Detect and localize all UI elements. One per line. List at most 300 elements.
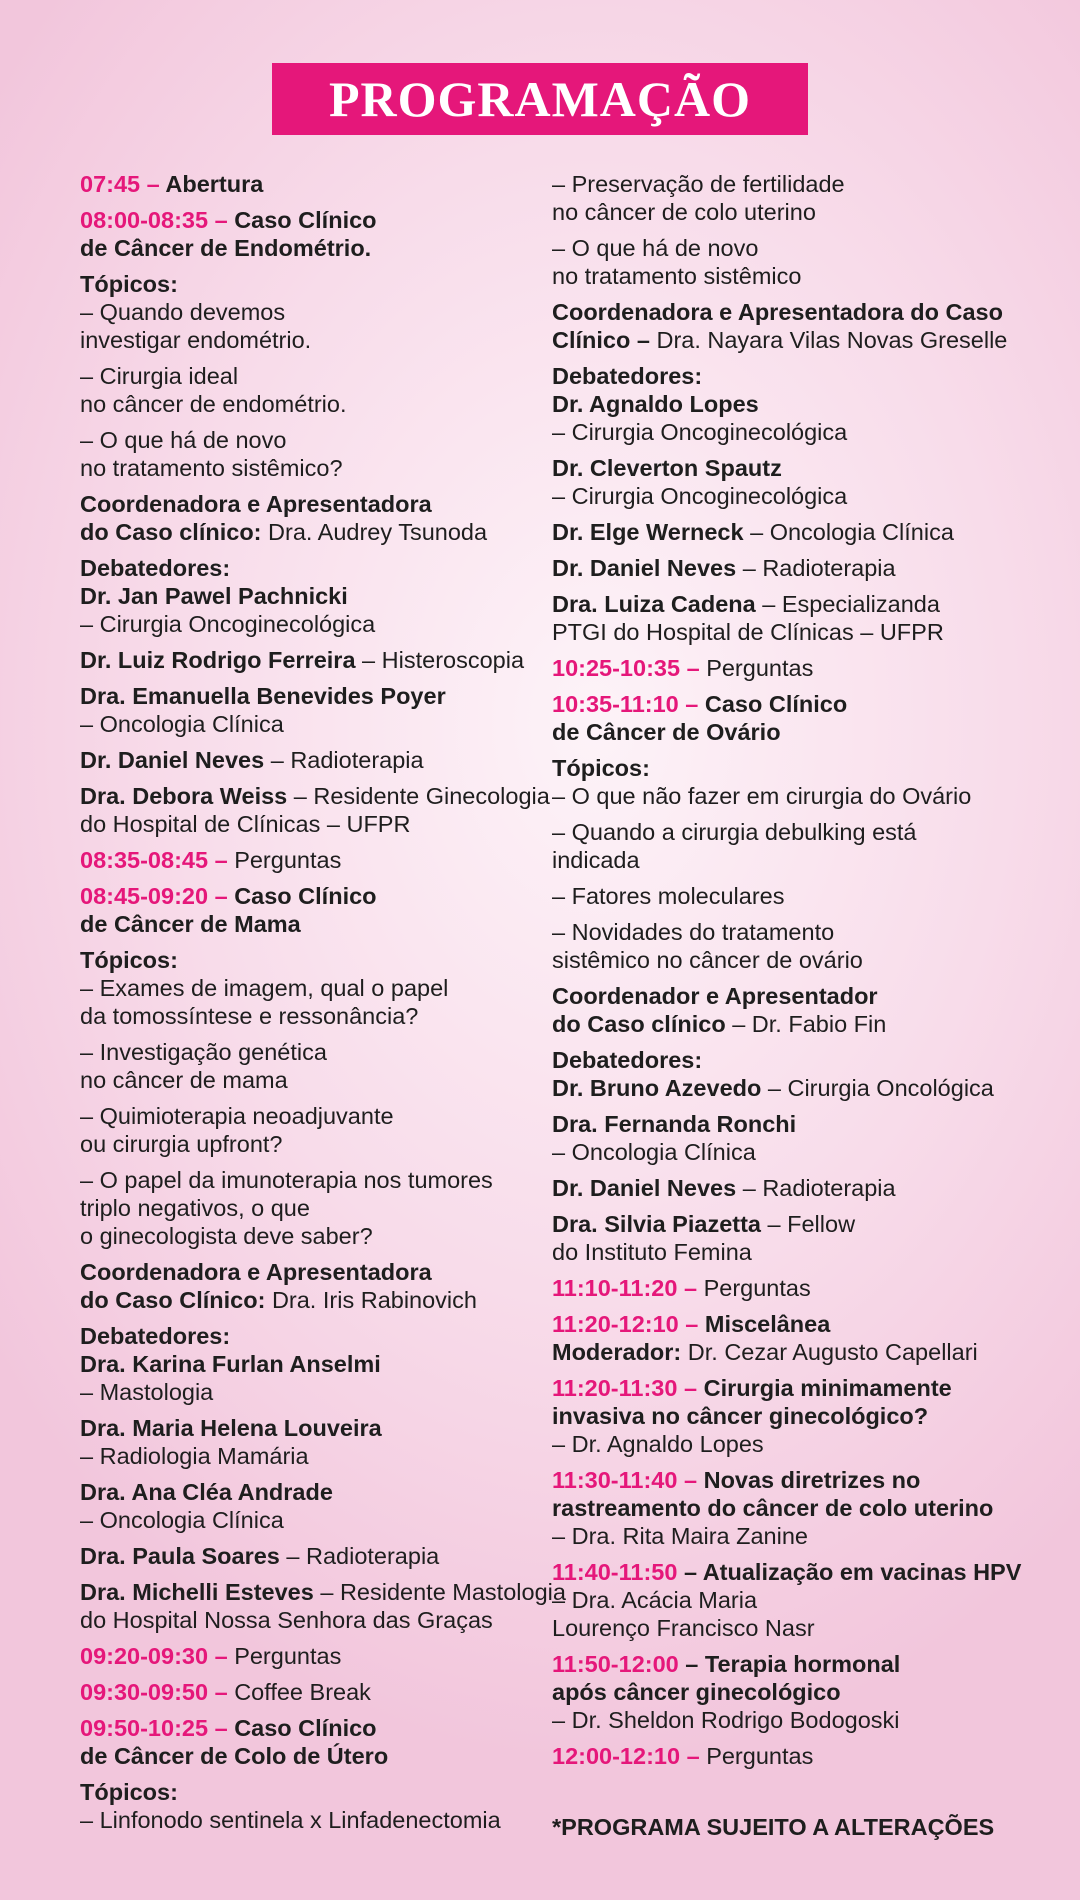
bold-text: Novas diretrizes no	[703, 1467, 921, 1493]
bold-text: Dr. Agnaldo Lopes	[552, 391, 759, 417]
separator: –	[140, 171, 166, 197]
schedule-block	[80, 1642, 535, 1670]
bold-text: Miscelânea	[704, 1311, 831, 1337]
text: – Fellow	[761, 1211, 856, 1237]
separator: –	[208, 847, 235, 873]
schedule-block	[552, 1374, 1052, 1458]
bold-text: Tópicos:	[552, 755, 650, 781]
schedule-line	[80, 170, 535, 198]
separator: –	[680, 1743, 707, 1769]
text: – Radiologia Mamária	[80, 1443, 309, 1469]
separator: –	[208, 1715, 235, 1741]
bold-text: de Câncer de Endométrio.	[80, 235, 372, 261]
schedule-line	[80, 782, 550, 810]
schedule-line	[552, 454, 1052, 482]
schedule-line	[552, 1430, 1052, 1458]
schedule-line	[552, 590, 1052, 618]
time-range: 11:50-12:00	[552, 1651, 679, 1677]
text: no tratamento sistêmico	[552, 263, 802, 289]
text: Perguntas	[706, 1743, 814, 1769]
bold-text: Coordenador e Apresentador	[552, 983, 878, 1009]
page-title: PROGRAMAÇÃO	[328, 71, 752, 127]
bold-text: Dra. Debora Weiss	[80, 783, 288, 809]
schedule-line	[80, 298, 535, 326]
bold-text: Caso Clínico	[234, 1715, 377, 1741]
schedule-line	[80, 882, 535, 910]
schedule-line	[80, 1442, 535, 1470]
bold-text: Tópicos:	[80, 271, 178, 297]
bold-text: Dra. Maria Helena Louveira	[80, 1415, 382, 1441]
bold-text: Moderador:	[552, 1339, 688, 1365]
schedule-block	[552, 1650, 1052, 1734]
separator: –	[677, 1375, 704, 1401]
text: – Radioterapia	[264, 747, 424, 773]
schedule-line	[80, 1678, 535, 1706]
schedule-line	[80, 746, 535, 774]
schedule-block	[80, 782, 550, 838]
schedule-block	[552, 1466, 1052, 1550]
schedule-line	[80, 646, 535, 674]
schedule-line	[552, 1742, 1052, 1770]
text: – Quimioterapia neoadjuvante	[80, 1103, 394, 1129]
bold-text: Dra. Fernanda Ronchi	[552, 1111, 797, 1137]
schedule-line	[80, 610, 535, 638]
schedule-line	[552, 1110, 1052, 1138]
text: – Exames de imagem, qual o papel	[80, 975, 449, 1001]
title-banner	[272, 63, 808, 135]
schedule-line	[552, 1402, 1052, 1430]
bold-text: Dr. Cleverton Spautz	[552, 455, 782, 481]
schedule-block	[80, 170, 535, 198]
text: – Dra. Acácia Maria	[552, 1587, 758, 1613]
bold-text: Dr. Daniel Neves	[552, 555, 737, 581]
schedule-line	[552, 1310, 1052, 1338]
bold-text: do Caso Clínico:	[80, 1287, 272, 1313]
schedule-line	[552, 782, 1052, 810]
schedule-line	[552, 654, 1052, 682]
schedule-block	[80, 1038, 535, 1094]
text: do Hospital Nossa Senhora das Graças	[80, 1607, 493, 1633]
bold-text: Dra. Karina Furlan Anselmi	[80, 1351, 381, 1377]
schedule-line	[552, 882, 1052, 910]
text: Lourenço Francisco Nasr	[552, 1615, 815, 1641]
schedule-block	[80, 1678, 535, 1706]
schedule-line	[552, 170, 1052, 198]
schedule-line	[80, 846, 535, 874]
schedule-block	[80, 1322, 535, 1406]
schedule-line	[80, 326, 535, 354]
bold-text: Debatedores:	[80, 1323, 231, 1349]
schedule-line	[80, 1378, 535, 1406]
schedule-block	[552, 234, 1052, 290]
schedule-line	[80, 426, 535, 454]
text: – Cirurgia Oncoginecológica	[552, 419, 848, 445]
schedule-block	[552, 170, 1052, 226]
schedule-line	[552, 1558, 1052, 1586]
bold-text: Cirurgia minimamente	[703, 1375, 952, 1401]
schedule-line	[80, 1194, 535, 1222]
schedule-line	[80, 910, 535, 938]
text: triplo negativos, o que	[80, 1195, 310, 1221]
bold-text: Abertura	[165, 171, 264, 197]
schedule-line	[80, 1806, 535, 1834]
bold-text: – Terapia hormonal	[678, 1651, 901, 1677]
schedule-line	[552, 298, 1052, 326]
time-range: 11:40-11:50	[552, 1559, 678, 1585]
bold-text: Tópicos:	[80, 947, 178, 973]
schedule-line	[80, 1222, 535, 1250]
separator: –	[208, 1643, 235, 1669]
text: – Linfonodo sentinela x Linfadenectomia	[80, 1807, 501, 1833]
schedule-block	[552, 818, 1052, 874]
schedule-line	[80, 1714, 535, 1742]
schedule-line	[80, 1038, 535, 1066]
schedule-line	[552, 1210, 1052, 1238]
schedule-block	[552, 1742, 1052, 1770]
schedule-line	[80, 1642, 535, 1670]
schedule-block	[552, 1558, 1052, 1642]
text: no câncer de endométrio.	[80, 391, 347, 417]
schedule-line	[552, 1706, 1052, 1734]
schedule-block	[552, 298, 1052, 354]
schedule-line	[80, 362, 535, 390]
text: – Fatores moleculares	[552, 883, 785, 909]
text: – Dr. Sheldon Rodrigo Bodogoski	[552, 1707, 900, 1733]
schedule-block	[80, 1478, 535, 1534]
text: – O que há de novo	[80, 427, 287, 453]
schedule-line	[80, 810, 535, 838]
schedule-block	[80, 554, 535, 638]
schedule-block	[80, 362, 535, 418]
schedule-line	[552, 326, 1052, 354]
text: Dra. Iris Rabinovich	[271, 1287, 477, 1313]
schedule-line	[552, 1494, 1052, 1522]
schedule-line	[552, 1466, 1052, 1494]
schedule-line	[80, 1478, 535, 1506]
separator: –	[208, 1679, 235, 1705]
schedule-line	[552, 1678, 1052, 1706]
bold-text: Clínico –	[552, 327, 657, 353]
separator: –	[677, 1275, 704, 1301]
schedule-block	[80, 1102, 535, 1158]
text: – O que não fazer em cirurgia do Ovário	[552, 783, 972, 809]
schedule-line	[80, 1258, 535, 1286]
time-range: 11:10-11:20	[552, 1275, 678, 1301]
text: Dr. Cezar Augusto Capellari	[687, 1339, 978, 1365]
text: – Oncologia Clínica	[552, 1139, 756, 1165]
text: Dra. Audrey Tsunoda	[268, 519, 488, 545]
schedule-line	[80, 518, 535, 546]
schedule-block	[80, 882, 535, 938]
schedule-block	[80, 846, 535, 874]
schedule-line	[80, 946, 535, 974]
bold-text: Dr. Bruno Azevedo	[552, 1075, 762, 1101]
schedule-block	[552, 1310, 1052, 1366]
schedule-line	[80, 1002, 535, 1030]
schedule-block	[80, 1542, 535, 1570]
schedule-block	[80, 1578, 566, 1634]
text: o ginecologista deve saber?	[80, 1223, 373, 1249]
schedule-line	[552, 818, 1052, 846]
schedule-line	[552, 1650, 1052, 1678]
bold-text: Coordenadora e Apresentadora	[80, 1259, 432, 1285]
text: – Residente Ginecologia	[287, 783, 550, 809]
schedule-block	[552, 918, 1052, 974]
schedule-line	[80, 1066, 535, 1094]
text: – Cirurgia Oncoginecológica	[552, 483, 848, 509]
bold-text: Dra. Paula Soares	[80, 1543, 280, 1569]
schedule-block	[80, 1778, 535, 1834]
text: – Preservação de fertilidade	[552, 171, 845, 197]
text: Perguntas	[703, 1275, 811, 1301]
schedule-column-left	[80, 170, 566, 1842]
text: Perguntas	[234, 847, 342, 873]
bold-text: Dr. Luiz Rodrigo Ferreira	[80, 647, 356, 673]
bold-text: Dra. Michelli Esteves	[80, 1579, 314, 1605]
bold-text: – Atualização em vacinas HPV	[677, 1559, 1022, 1585]
schedule-block	[552, 1210, 1052, 1266]
schedule-block	[80, 1166, 535, 1250]
bold-text: Caso Clínico	[234, 883, 377, 909]
bold-text: Tópicos:	[80, 1779, 178, 1805]
schedule-line	[80, 1542, 535, 1570]
schedule-line	[552, 554, 1052, 582]
schedule-line	[552, 418, 1052, 446]
schedule-line	[552, 1138, 1052, 1166]
bold-text: Coordenadora e Apresentadora	[80, 491, 432, 517]
text: – Mastologia	[80, 1379, 214, 1405]
text: – Cirurgia Oncológica	[761, 1075, 994, 1101]
time-range: 09:20-09:30	[80, 1643, 209, 1669]
text: investigar endométrio.	[80, 327, 312, 353]
time-range: 07:45	[80, 171, 141, 197]
bold-text: Dr. Elge Werneck	[552, 519, 744, 545]
schedule-line	[552, 1522, 1052, 1550]
schedule-line	[80, 710, 535, 738]
schedule-line	[552, 262, 1052, 290]
text: – O que há de novo	[552, 235, 759, 261]
bold-text: Dra. Silvia Piazetta	[552, 1211, 761, 1237]
time-range: 11:30-11:40	[552, 1467, 678, 1493]
bold-text: Coordenadora e Apresentadora do Caso	[552, 299, 1003, 325]
schedule-block	[80, 1714, 535, 1770]
text: – Cirurgia ideal	[80, 363, 239, 389]
schedule-line	[80, 1130, 535, 1158]
schedule-line	[80, 1578, 566, 1606]
text: – Cirurgia Oncoginecológica	[80, 611, 376, 637]
schedule-line	[552, 518, 1052, 546]
schedule-block	[80, 1258, 535, 1314]
text: da tomossíntese e ressonância?	[80, 1003, 419, 1029]
schedule-block	[80, 270, 535, 354]
schedule-block	[80, 490, 535, 546]
text: – Radioterapia	[279, 1543, 440, 1569]
schedule-block	[552, 882, 1052, 910]
separator: –	[208, 207, 235, 233]
schedule-line	[552, 1374, 1052, 1402]
schedule-line	[80, 1286, 535, 1314]
text: – Radioterapia	[736, 1175, 896, 1201]
schedule-line	[80, 682, 535, 710]
text: do Instituto Femina	[552, 1239, 752, 1265]
schedule-block	[80, 206, 535, 262]
schedule-line	[80, 1414, 535, 1442]
time-range: 08:45-09:20	[80, 883, 209, 909]
schedule-line	[80, 234, 535, 262]
text: – Quando devemos	[80, 299, 286, 325]
bold-text: de Câncer de Colo de Útero	[80, 1743, 389, 1769]
text: Coffee Break	[234, 1679, 371, 1705]
schedule-line	[552, 482, 1052, 510]
schedule-block	[552, 1046, 1052, 1102]
text: sistêmico no câncer de ovário	[552, 947, 863, 973]
schedule-line	[552, 1586, 1052, 1614]
schedule-line	[552, 754, 1052, 782]
text: Dra. Nayara Vilas Novas Greselle	[656, 327, 1008, 353]
schedule-line	[552, 198, 1052, 226]
text: – Quando a cirurgia debulking está	[552, 819, 917, 845]
bold-text: Dr. Jan Pawel Pachnicki	[80, 583, 348, 609]
schedule-block	[80, 746, 535, 774]
schedule-block	[552, 590, 1052, 646]
schedule-line	[552, 618, 1052, 646]
time-range: 10:35-11:10	[552, 691, 679, 717]
schedule-line	[80, 1606, 535, 1634]
schedule-block	[80, 1414, 535, 1470]
schedule-column-right	[552, 170, 1052, 1778]
bold-text: Debatedores:	[80, 555, 231, 581]
bold-text: após câncer ginecológico	[552, 1679, 841, 1705]
schedule-line	[552, 690, 1052, 718]
schedule-line	[552, 846, 1052, 874]
time-range: 08:00-08:35	[80, 207, 209, 233]
schedule-block	[552, 518, 1052, 546]
schedule-block	[552, 554, 1052, 582]
bold-text: do Caso clínico	[552, 1011, 726, 1037]
schedule-line	[80, 1102, 535, 1130]
schedule-line	[80, 390, 535, 418]
schedule-line	[552, 1238, 1052, 1266]
text: – Oncologia Clínica	[80, 1507, 284, 1533]
text: – Residente Mastologia	[313, 1579, 566, 1605]
text: do Hospital de Clínicas – UFPR	[80, 811, 411, 837]
bold-text: de Câncer de Mama	[80, 911, 301, 937]
bold-text: Caso Clínico	[704, 691, 848, 717]
bold-text: Dra. Emanuella Benevides Poyer	[80, 683, 446, 709]
schedule-line	[80, 1350, 535, 1378]
schedule-block	[552, 1174, 1052, 1202]
separator: –	[677, 1467, 704, 1493]
text: Perguntas	[706, 655, 814, 681]
text: Perguntas	[234, 1643, 342, 1669]
bold-text: Debatedores:	[552, 1047, 703, 1073]
text: – Especializanda	[755, 591, 940, 617]
schedule-line	[552, 1614, 1052, 1642]
bold-text: Debatedores:	[552, 363, 703, 389]
schedule-block	[552, 1274, 1052, 1302]
schedule-block	[552, 754, 1052, 810]
schedule-block	[80, 426, 535, 482]
bold-text: Caso Clínico	[234, 207, 377, 233]
disclaimer: *PROGRAMA SUJEITO A ALTERAÇÕES	[552, 1814, 995, 1840]
schedule-line	[552, 1074, 1052, 1102]
time-range: 12:00-12:10	[552, 1743, 681, 1769]
time-range: 10:25-10:35	[552, 655, 681, 681]
separator: –	[678, 1311, 705, 1337]
bold-text: Dra. Ana Cléa Andrade	[80, 1479, 333, 1505]
bold-text: de Câncer de Ovário	[552, 719, 781, 745]
text: – Radioterapia	[736, 555, 896, 581]
text: – Histeroscopia	[355, 647, 525, 673]
schedule-block	[552, 1110, 1052, 1166]
text: no câncer de colo uterino	[552, 199, 816, 225]
text: no câncer de mama	[80, 1067, 288, 1093]
schedule-block	[552, 982, 1052, 1038]
schedule-block	[552, 690, 1052, 746]
time-range: 09:30-09:50	[80, 1679, 209, 1705]
schedule-line	[552, 1274, 1052, 1302]
schedule-line	[552, 946, 1052, 974]
schedule-line	[552, 1010, 1052, 1038]
separator: –	[678, 691, 705, 717]
text: ou cirurgia upfront?	[80, 1131, 283, 1157]
time-range: 09:50-10:25	[80, 1715, 209, 1741]
time-range: 11:20-11:30	[552, 1375, 678, 1401]
schedule-line	[80, 206, 535, 234]
schedule-line	[80, 1506, 535, 1534]
schedule-line	[80, 454, 535, 482]
schedule-block	[552, 654, 1052, 682]
text: – O papel da imunoterapia nos tumores	[80, 1167, 493, 1193]
separator: –	[208, 883, 235, 909]
schedule-line	[80, 270, 535, 298]
bold-text: do Caso clínico:	[80, 519, 269, 545]
bold-text: Dra. Luiza Cadena	[552, 591, 756, 617]
schedule-line	[552, 1338, 1052, 1366]
schedule-line	[552, 234, 1052, 262]
text: – Oncologia Clínica	[80, 711, 284, 737]
bold-text: rastreamento do câncer de colo uterino	[552, 1495, 994, 1521]
schedule-block	[552, 454, 1052, 510]
schedule-block	[80, 946, 535, 1030]
text: – Investigação genética	[80, 1039, 327, 1065]
schedule-block	[80, 646, 535, 674]
text: indicada	[552, 847, 640, 873]
schedule-line	[552, 982, 1052, 1010]
schedule-line	[552, 918, 1052, 946]
schedule-line	[80, 582, 535, 610]
schedule-line	[552, 390, 1052, 418]
bold-text: Dr. Daniel Neves	[80, 747, 265, 773]
schedule-line	[552, 1174, 1052, 1202]
text: – Dr. Fabio Fin	[725, 1011, 887, 1037]
bold-text: invasiva no câncer ginecológico?	[552, 1403, 929, 1429]
schedule-block	[80, 682, 535, 738]
schedule-line	[552, 362, 1052, 390]
schedule-line	[80, 974, 535, 1002]
text: PTGI do Hospital de Clínicas – UFPR	[552, 619, 944, 645]
schedule-line	[80, 1322, 535, 1350]
schedule-line	[80, 1166, 535, 1194]
separator: –	[680, 655, 707, 681]
schedule-line	[552, 718, 1052, 746]
text: – Dr. Agnaldo Lopes	[552, 1431, 764, 1457]
schedule-line	[80, 554, 535, 582]
time-range: 08:35-08:45	[80, 847, 209, 873]
time-range: 11:20-12:10	[552, 1311, 679, 1337]
schedule-line	[80, 490, 535, 518]
schedule-block	[552, 362, 1052, 446]
